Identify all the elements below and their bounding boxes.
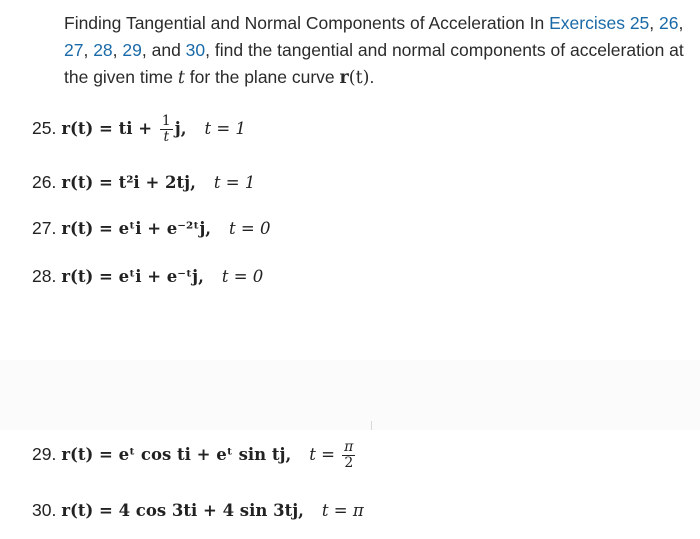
problem-equation: eᵗi + e⁻²ᵗj, bbox=[118, 219, 212, 238]
problem-lhs: r(t) = bbox=[61, 119, 119, 139]
intro-sep: , and bbox=[141, 40, 186, 60]
problem-28 bbox=[32, 266, 263, 287]
problem-time-prefix: t = bbox=[309, 445, 341, 465]
problem-equation-part: j, bbox=[174, 119, 187, 139]
link-exercise-27[interactable]: 27 bbox=[64, 40, 84, 60]
intro-sep: , bbox=[678, 13, 684, 33]
problem-lhs: r(t) = bbox=[61, 267, 119, 286]
intro-sep: , bbox=[83, 40, 94, 60]
problem-number: 30. bbox=[32, 500, 57, 520]
fraction-pi-over-2 bbox=[342, 440, 355, 471]
intro-end: . bbox=[369, 67, 375, 87]
background-band bbox=[0, 360, 700, 430]
fraction-1-over-t bbox=[160, 114, 173, 145]
problem-equation: t²i + 2tj, bbox=[118, 173, 196, 192]
link-exercise-26[interactable]: 26 bbox=[659, 13, 679, 33]
problem-equation-part: ti + bbox=[118, 119, 158, 139]
fraction-numerator: 1 bbox=[161, 113, 171, 129]
problem-number: 27. bbox=[32, 218, 57, 238]
intro-paragraph bbox=[64, 10, 694, 92]
problem-30 bbox=[32, 500, 364, 521]
problem-number: 29. bbox=[32, 444, 57, 465]
problem-number: 28. bbox=[32, 266, 57, 286]
problem-equation: eᵗ cos ti + eᵗ sin tj, bbox=[118, 445, 292, 465]
fraction-denominator: t bbox=[163, 129, 170, 145]
problem-time: t = 0 bbox=[229, 219, 271, 238]
intro-prefix: Finding Tangential and Normal Components of Acceleration In bbox=[64, 13, 550, 33]
problem-equation: 4 cos 3ti + 4 sin 3tj, bbox=[118, 501, 304, 520]
link-exercise-30[interactable]: 30 bbox=[185, 40, 206, 60]
intro-sep: , bbox=[112, 40, 123, 60]
problem-number: 25. bbox=[32, 118, 57, 139]
problem-equation: eᵗi + e⁻ᵗj, bbox=[118, 267, 204, 286]
problem-lhs: r(t) = bbox=[61, 173, 119, 192]
intro-middle: , find the tangential and normal components of acceleration at the given time bbox=[64, 40, 684, 87]
problem-time: t = 0 bbox=[221, 267, 264, 286]
link-exercise-25[interactable]: Exercises 25 bbox=[549, 13, 650, 33]
problem-time: t = π bbox=[321, 501, 364, 520]
problem-25 bbox=[32, 114, 246, 145]
problem-lhs: r(t) = bbox=[61, 501, 119, 520]
curve-arg: (t) bbox=[348, 68, 370, 88]
fraction-denominator: 2 bbox=[344, 455, 354, 471]
link-exercise-29[interactable]: 29 bbox=[122, 40, 142, 60]
problem-27 bbox=[32, 218, 271, 239]
intro-sep: , bbox=[649, 13, 655, 33]
cursor-mark bbox=[371, 421, 372, 430]
problem-lhs: r(t) = bbox=[61, 219, 119, 238]
fraction-numerator: π bbox=[344, 439, 354, 455]
problem-29 bbox=[32, 440, 357, 471]
link-exercise-28[interactable]: 28 bbox=[93, 40, 113, 60]
intro-middle2: for the plane curve bbox=[184, 67, 340, 87]
problem-lhs: r(t) = bbox=[61, 445, 119, 465]
problem-time: t = 1 bbox=[204, 119, 246, 139]
problem-26 bbox=[32, 172, 255, 193]
problem-time: t = 1 bbox=[213, 173, 256, 192]
problem-number: 26. bbox=[32, 172, 57, 192]
time-variable: t bbox=[177, 68, 185, 88]
curve-r: r bbox=[339, 68, 349, 88]
